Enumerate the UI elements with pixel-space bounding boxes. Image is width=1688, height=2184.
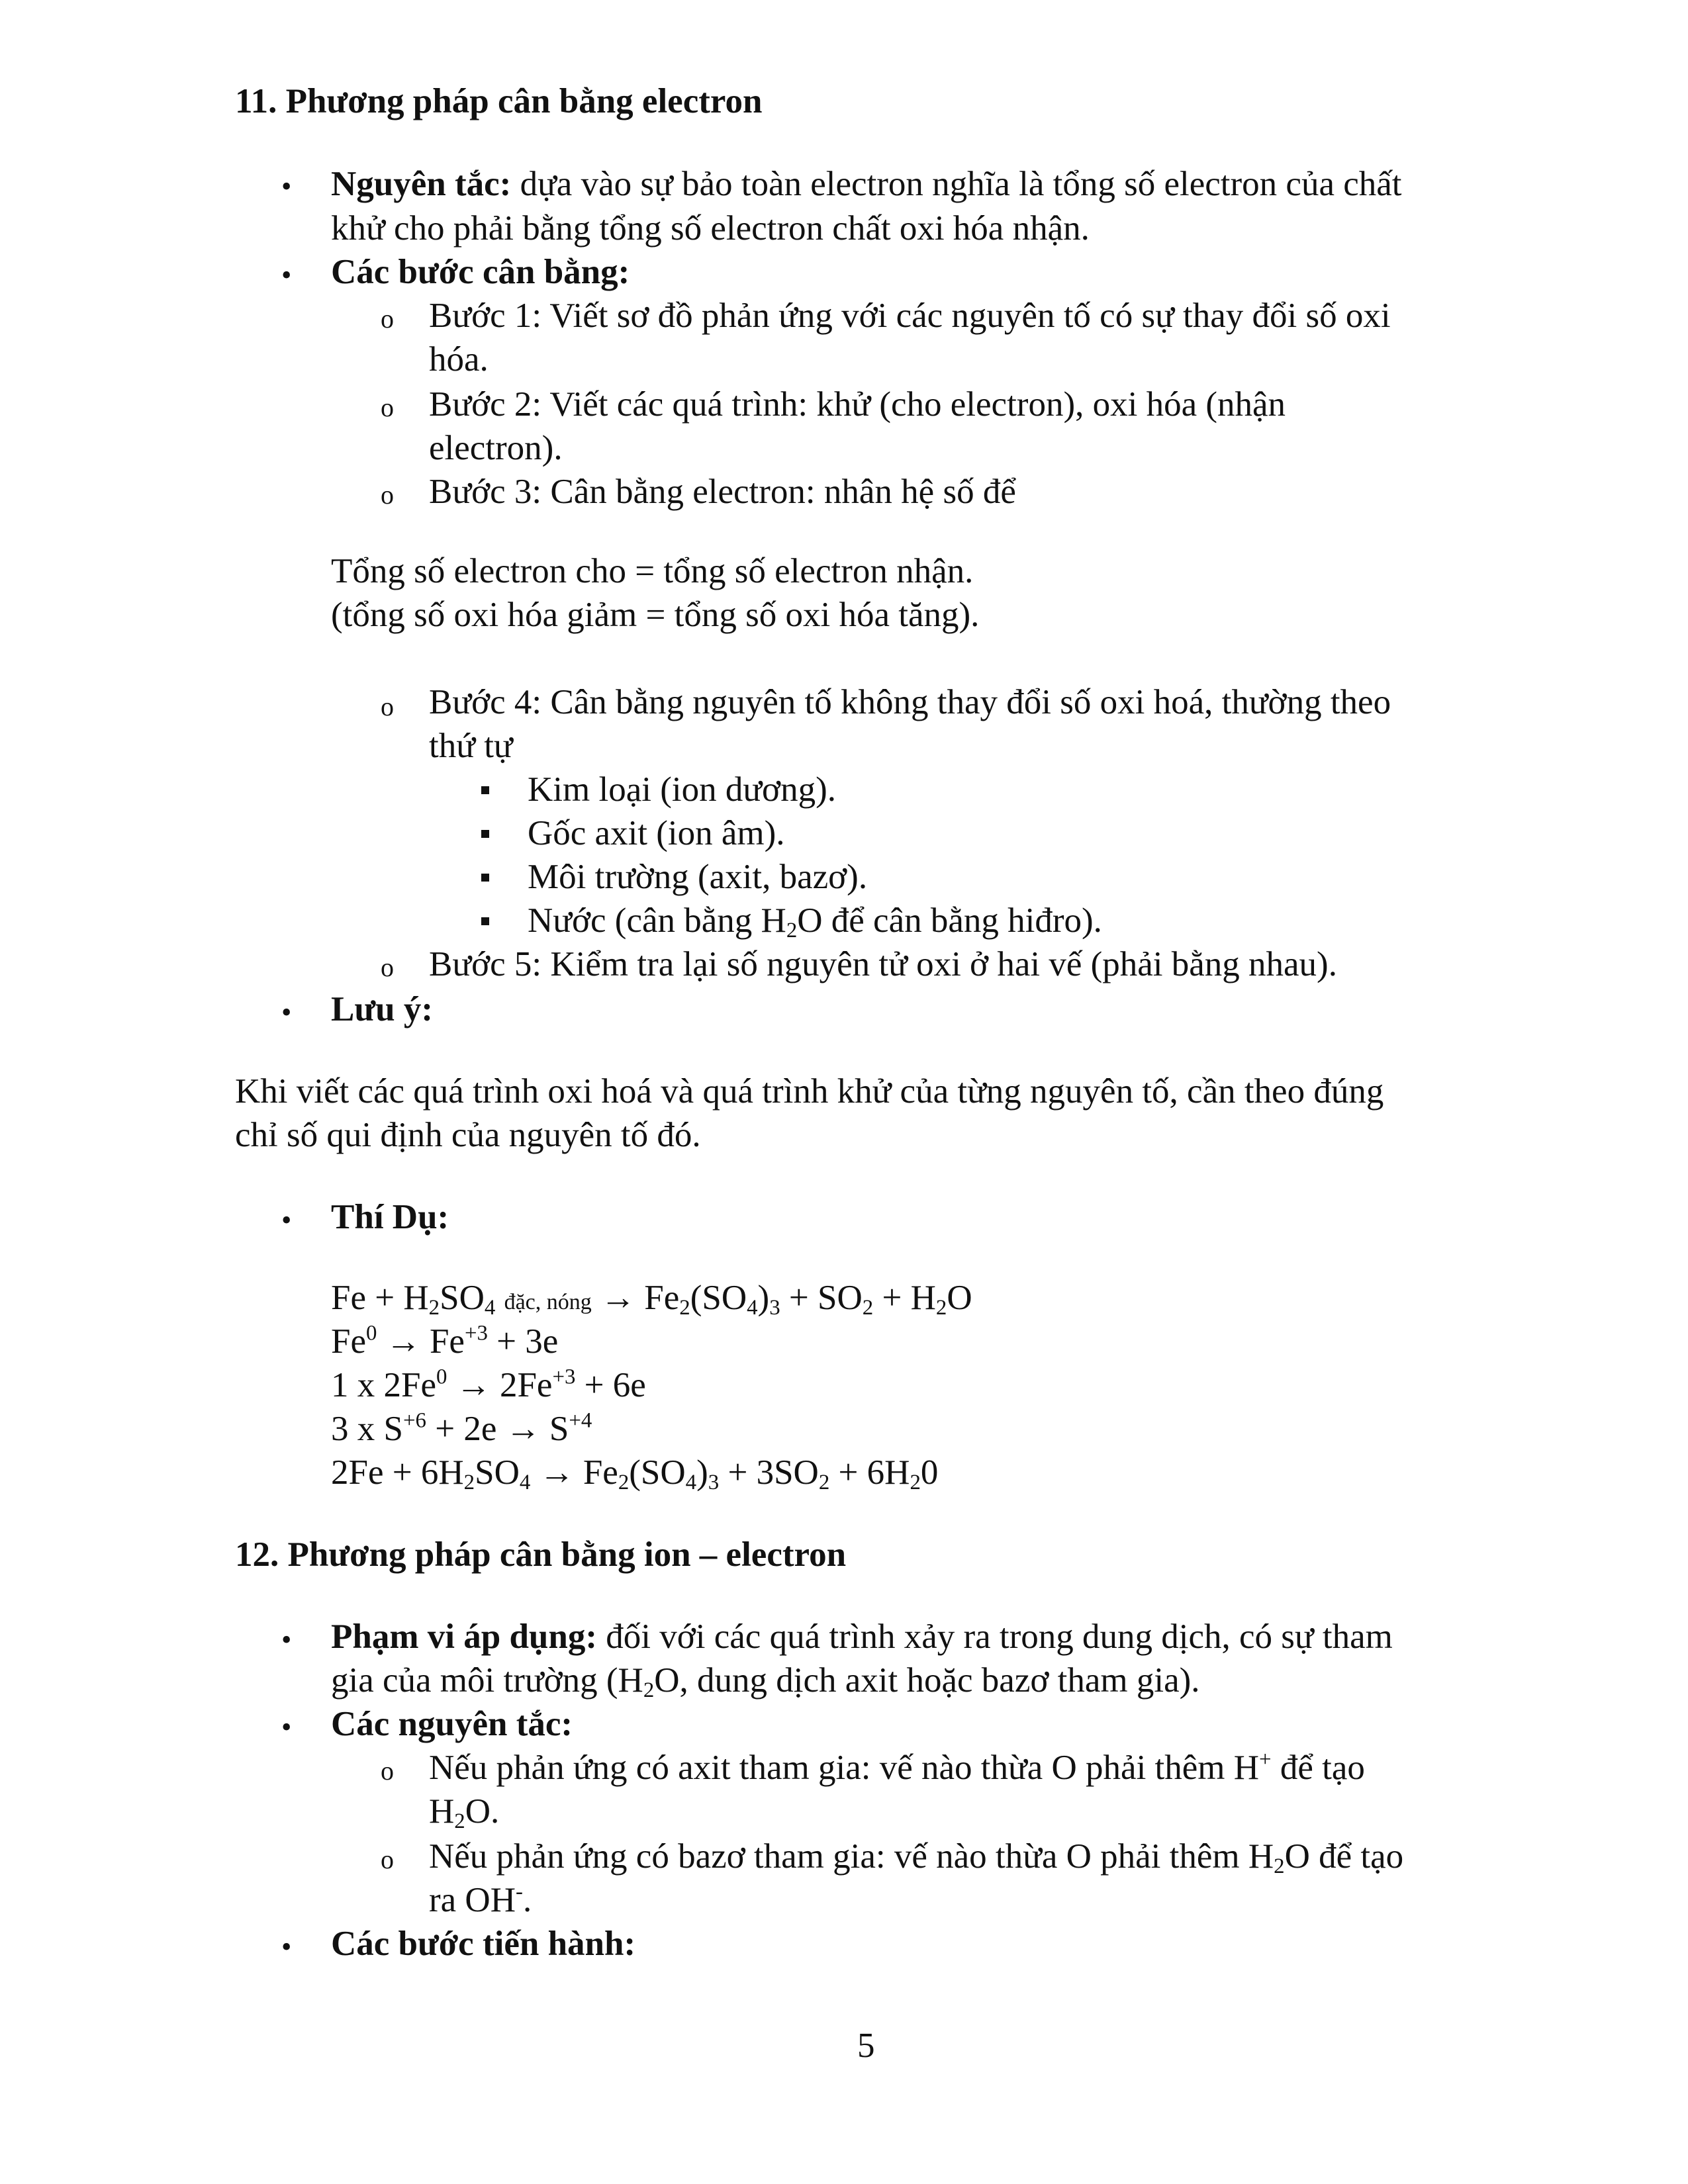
- section-11-title: 11. Phương pháp cân bằng electron: [235, 82, 763, 120]
- equation-3: 1 x $2Fe^0 \to 2Fe^{+3} + 6e$: [331, 1365, 646, 1404]
- step4-line2: thứ tự: [429, 727, 513, 765]
- sub-item-4: Nước (cân bằng $H_2O$ để cân bằng hiđro).: [528, 901, 1102, 943]
- bullet-icon: •: [281, 1931, 292, 1963]
- step4-line1: Bước 4: Cân bằng nguyên tố không thay đổi số oxi hoá, thường theo: [429, 683, 1391, 721]
- circle-bullet-icon: o: [381, 692, 394, 721]
- note-line2: chỉ số qui định của nguyên tố đó.: [235, 1116, 701, 1154]
- bullet-icon: •: [281, 1623, 292, 1656]
- principle-line2: khử cho phải bằng tổng số electron chất oxi hóa nhận.: [331, 209, 1090, 248]
- square-bullet-icon: [481, 830, 489, 838]
- step5: Bước 5: Kiểm tra lại số nguyên tử oxi ở hai vế (phải bằng nhau).: [429, 945, 1337, 983]
- bullet-icon: •: [281, 996, 292, 1028]
- sub-item-3: Môi trường (axit, bazơ).: [528, 858, 868, 896]
- circle-bullet-icon: o: [381, 1844, 394, 1874]
- principle-line1: Nguyên tắc: dựa vào sự bảo toàn electron nghĩa là tổng số electron của chất: [331, 165, 1402, 203]
- circle-bullet-icon: o: [381, 304, 394, 334]
- step3: Bước 3: Cân bằng electron: nhân hệ số để: [429, 473, 1016, 511]
- equal-line2: (tổng số oxi hóa giảm = tổng số oxi hóa tăng).: [331, 596, 980, 634]
- scope-line2: gia của môi trường ($H_2O$, dung dịch axit hoặc bazơ tham gia).: [331, 1661, 1200, 1703]
- bullet-icon: •: [281, 170, 292, 203]
- bullet-icon: •: [281, 259, 292, 291]
- circle-bullet-icon: o: [381, 392, 394, 422]
- base-line1: Nếu phản ứng có bazơ tham gia: vế nào thừa O phải thêm $H_2O$ để tạo: [429, 1837, 1404, 1879]
- sub-item-1: Kim loại (ion dương).: [528, 770, 836, 809]
- circle-bullet-icon: o: [381, 952, 394, 982]
- equation-5: $2Fe + 6H_2SO_4 \to Fe_2(SO_4)_3 + 3SO_2 + 6H_20$: [331, 1453, 939, 1495]
- equation-2: $Fe^0 \to Fe^{+3} + 3e$: [331, 1321, 559, 1361]
- page-number: 5: [857, 2026, 875, 2065]
- procedure-label: Các bước tiến hành:: [331, 1925, 636, 1963]
- acid-line1: Nếu phản ứng có axit tham gia: vế nào thừa O phải thêm H+ để tạo: [429, 1747, 1365, 1787]
- example-label: Thí Dụ:: [331, 1198, 449, 1236]
- section-12-title: 12. Phương pháp cân bằng ion – electron: [235, 1535, 847, 1574]
- bullet-icon: •: [281, 1711, 292, 1743]
- bullet-icon: •: [281, 1204, 292, 1236]
- scope-line1: Phạm vi áp dụng: đối với các quá trình xảy ra trong dung dịch, có sự tham: [331, 1617, 1393, 1656]
- circle-bullet-icon: o: [381, 1756, 394, 1786]
- step2-line1: Bước 2: Viết các quá trình: khử (cho electron), oxi hóa (nhận: [429, 385, 1286, 424]
- sub-item-2: Gốc axit (ion âm).: [528, 814, 785, 852]
- acid-line2: $H_2O$.: [429, 1792, 500, 1834]
- equal-line1: Tổng số electron cho = tổng số electron nhận.: [331, 552, 974, 590]
- step2-line2: electron).: [429, 429, 563, 467]
- square-bullet-icon: [481, 786, 489, 794]
- step1-line1: Bước 1: Viết sơ đồ phản ứng với các nguyên tố có sự thay đổi số oxi: [429, 296, 1391, 335]
- square-bullet-icon: [481, 917, 489, 925]
- note-label: Lưu ý:: [331, 990, 434, 1028]
- note-line1: Khi viết các quá trình oxi hoá và quá trình khử của từng nguyên tố, cần theo đúng: [235, 1072, 1384, 1111]
- circle-bullet-icon: o: [381, 480, 394, 510]
- step1-line2: hóa.: [429, 340, 489, 379]
- base-line2: ra OH-.: [429, 1880, 532, 1919]
- principles-label: Các nguyên tắc:: [331, 1705, 573, 1743]
- equation-1: $Fe + H_2SO_4$ đặc, nóng → $Fe_2(SO_4)_3 + SO_2 + H_2O$: [331, 1279, 972, 1320]
- equation-4: 3 x $S^{+6} + 2e \to S^{+4}$: [331, 1408, 592, 1448]
- square-bullet-icon: [481, 874, 489, 882]
- steps-label: Các bước cân bằng:: [331, 253, 630, 291]
